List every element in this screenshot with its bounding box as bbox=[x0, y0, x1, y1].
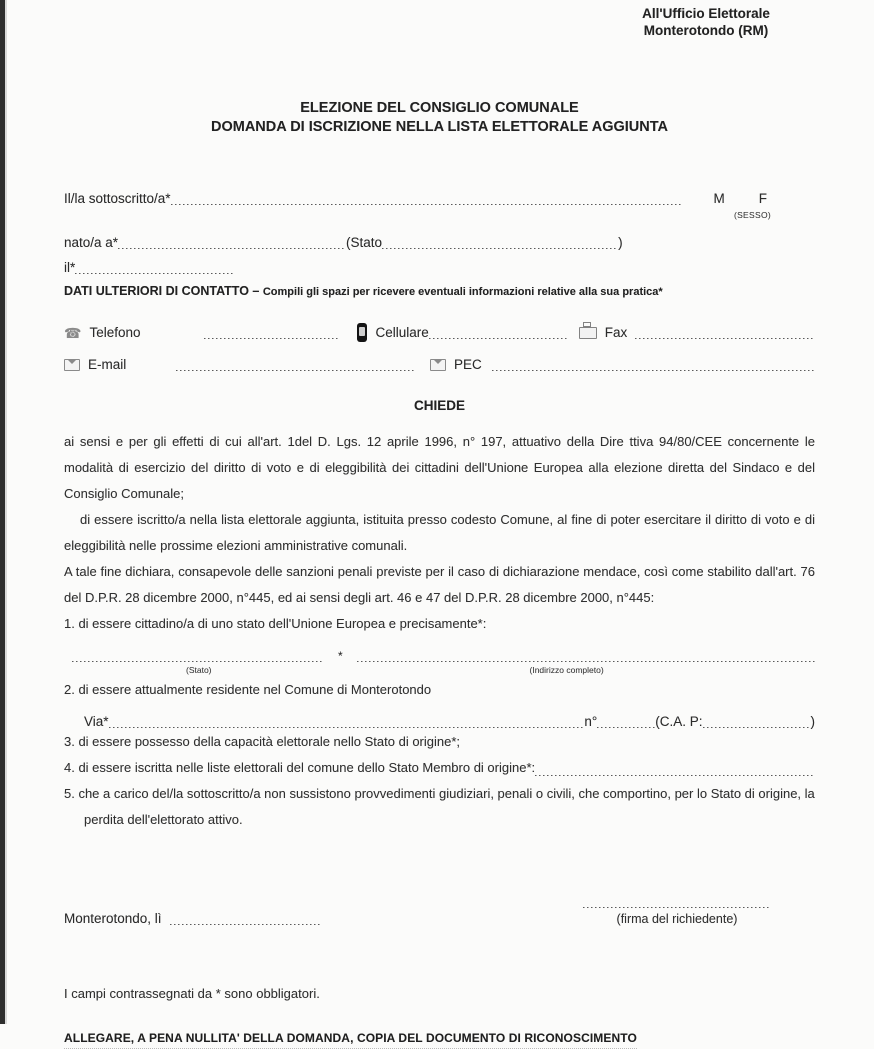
fax-machine-icon bbox=[579, 327, 597, 339]
mandatory-fields-note: I campi contrassegnati da * sono obbligatori. bbox=[64, 986, 320, 1001]
telephone-icon: ☎ bbox=[64, 326, 82, 342]
place-date-signature-row bbox=[64, 895, 815, 926]
email-label: E-mail bbox=[88, 357, 127, 372]
mobile-label: Cellulare bbox=[375, 325, 429, 340]
civic-number-label: n° bbox=[584, 714, 598, 729]
contact-heading-main: DATI ULTERIORI DI CONTATTO – bbox=[64, 284, 260, 298]
contact-heading-note: Compili gli spazi per ricevere eventuali informazioni relative alla sua pratica* bbox=[262, 286, 663, 298]
title-line1: ELEZIONE DEL CONSIGLIO COMUNALE bbox=[300, 100, 579, 116]
birthdate-label: il* bbox=[64, 260, 76, 275]
subscriber-name-field[interactable] bbox=[171, 192, 682, 205]
document-title bbox=[64, 39, 815, 137]
state-caption: (Stato) bbox=[186, 665, 212, 675]
address-caption: (Indirizzo completo) bbox=[529, 665, 604, 675]
birth-state-field[interactable] bbox=[382, 236, 618, 249]
request-paragraph-3: A tale fine dichiara, consapevole delle sanzioni penali previste per il caso di dichiarazione mendace, così come stabilito dall'art. 76 del D.P.R. 28 dicembre 2000, n°445, ed ai sensi degli art. 46 e 47 del D.P.R. 28 dicembre 2000, n°445: bbox=[64, 564, 815, 605]
sex-option-f[interactable]: F bbox=[758, 191, 767, 206]
sex-caption: (SESSO) bbox=[733, 210, 771, 220]
declaration-item-5: 5. che a carico del/la sottoscritto/a non sussistono provvedimenti giudiziari, penali o civili, che comportino, per lo Stato di origine, la perdita dell'elettorato attivo. bbox=[64, 786, 815, 827]
contact-section-heading bbox=[64, 284, 815, 298]
cap-close-label: ) bbox=[810, 714, 815, 729]
phone-field[interactable] bbox=[204, 326, 339, 339]
birthdate-field[interactable] bbox=[75, 261, 235, 274]
declaration-item-1: 1. di essere cittadino/a di uno stato dell'Unione Europea e precisamente*: bbox=[64, 616, 487, 631]
fax-label: Fax bbox=[604, 325, 628, 340]
sex-option-m[interactable]: M bbox=[713, 191, 725, 206]
fax-field[interactable] bbox=[635, 326, 815, 339]
pec-label: PEC bbox=[454, 357, 482, 372]
field-separator-star: * bbox=[338, 649, 343, 663]
pec-envelope-icon bbox=[430, 359, 446, 371]
signature-caption: (firma del richiedente) bbox=[616, 912, 738, 926]
date-field[interactable] bbox=[170, 912, 320, 925]
contact-row-email bbox=[64, 357, 815, 372]
mobile-field[interactable] bbox=[429, 326, 567, 339]
recipient-line1: All'Ufficio Elettorale bbox=[642, 6, 770, 21]
citizenship-state-field[interactable] bbox=[72, 649, 324, 662]
subscriber-row bbox=[64, 191, 815, 206]
declaration-item-3: 3. di essere possesso della capacità elettorale nello Stato di origine*; bbox=[64, 734, 461, 749]
phone-label: Telefono bbox=[89, 325, 141, 340]
title-line2: DOMANDA DI ISCRIZIONE NELLA LISTA ELETTORALE AGGIUNTA bbox=[210, 119, 668, 135]
attachment-warning: ALLEGARE, A PENA NULLITA' DELLA DOMANDA, COPIA DEL DOCUMENTO DI RICONOSCIMENTO bbox=[64, 1031, 637, 1049]
request-paragraph-1: ai sensi e per gli effetti di cui all'art. 1del D. Lgs. 12 aprile 1996, n° 197, attuativo della Dire ttiva 94/80/CEE concernente le modalità di esercizio del diritto di voto e di eleggibilità dei cittadini dell'Unione Europea alla elezione diretta del Sindaco e del Consiglio Comunale; bbox=[64, 434, 815, 501]
place-date-label: Monterotondo, lì bbox=[64, 911, 162, 926]
residence-address-row bbox=[64, 703, 815, 729]
email-envelope-icon bbox=[64, 359, 80, 371]
birth-state-open-label: (Stato bbox=[346, 235, 383, 250]
civic-number-field[interactable] bbox=[597, 715, 655, 728]
birthplace-row bbox=[64, 235, 815, 250]
via-field[interactable] bbox=[109, 715, 585, 728]
citizenship-fields-row bbox=[64, 637, 815, 663]
mobile-phone-icon bbox=[357, 323, 367, 342]
birth-state-close-label: ) bbox=[618, 235, 623, 250]
signature-block bbox=[583, 895, 771, 926]
birthdate-row bbox=[64, 260, 815, 275]
email-field[interactable] bbox=[176, 358, 414, 371]
recipient-address bbox=[621, 5, 791, 39]
birthplace-label: nato/a a* bbox=[64, 235, 119, 250]
signature-field[interactable] bbox=[583, 895, 771, 908]
sex-options bbox=[682, 191, 816, 206]
contact-row-phone bbox=[64, 323, 815, 340]
citizenship-captions bbox=[64, 663, 815, 677]
birthplace-field[interactable] bbox=[118, 236, 346, 249]
declaration-item-4-row bbox=[64, 755, 815, 781]
declaration-item-2: 2. di essere attualmente residente nel Comune di Monterotondo bbox=[64, 682, 432, 697]
request-paragraph-2: di essere iscritto/a nella lista elettorale aggiunta, istituita presso codesto Comune, al fine di poter esercitare il diritto di voto e di eleggibilità nelle prossime elezioni amministrative comunali. bbox=[64, 512, 815, 553]
subscriber-label: Il/la sottoscritto/a* bbox=[64, 191, 171, 206]
declaration-item-4: 4. di essere iscritta nelle liste elettorali del comune dello Stato Membro di origine*: bbox=[64, 760, 536, 775]
request-heading: CHIEDE bbox=[413, 398, 465, 413]
citizenship-address-field[interactable] bbox=[357, 649, 815, 662]
cap-label: (C.A. P: bbox=[655, 714, 703, 729]
pec-field[interactable] bbox=[492, 358, 815, 371]
via-label: Via* bbox=[84, 714, 109, 729]
origin-commune-field[interactable] bbox=[535, 763, 815, 776]
cap-field[interactable] bbox=[703, 715, 811, 728]
recipient-line2: Monterotondo (RM) bbox=[643, 23, 769, 38]
